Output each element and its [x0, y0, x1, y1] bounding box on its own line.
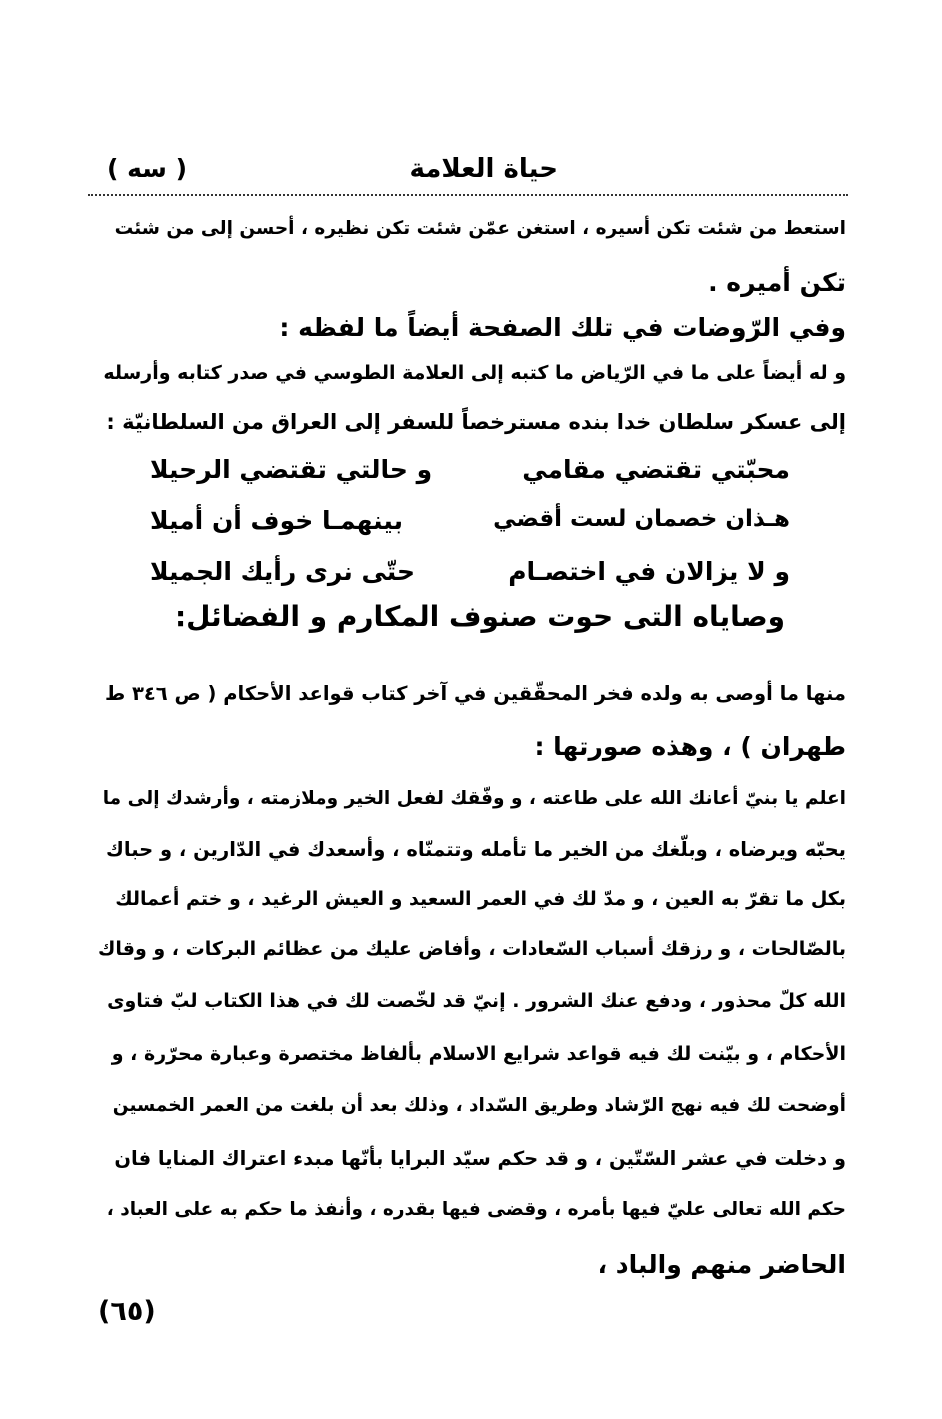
paragraph-3-line-1: منها ما أوصى به ولده فخر المحقّقين في آخر كتاب قواعد الأحكام ( ص ٣٤٦ ط: [104, 682, 846, 705]
paragraph-1-line-2: تكن أميره .: [708, 268, 846, 297]
paragraph-4-line-9: حكم الله تعالى عليّ فيها بأمره ، وقضى فيها بقدره ، وأنفذ ما حكم به على العباد ،: [106, 1199, 846, 1220]
poem-verse-2-first-hemistich: هـذان خصمان لست أقضي: [493, 506, 790, 532]
paragraph-4-line-7: أوضحت لك فيه نهج الرّشاد وطريق السّداد ، وذلك بعد أن بلغت من العمر الخمسين: [112, 1095, 846, 1116]
paragraph-4-line-10: الحاضر منهم والباد ،: [597, 1250, 846, 1279]
poem-verse-3-second-hemistich: حتّى نرى رأيك الجميلا: [150, 557, 416, 586]
paragraph-1-line-1: استعط من شئت تكن أسيره ، استغن عمّن شئت تكن نظيره ، أحسن إلى من شئت: [114, 218, 846, 239]
header-title: حياة العلامة: [409, 154, 558, 184]
poem-verse-2-second-hemistich: بينهمـا خوف أن أميلا: [150, 506, 403, 535]
paragraph-4-line-8: و دخلت في عشر السّتّين ، و قد حكم سيّد البرايا بأنّها مبدء اعتراك المنايا فان: [114, 1147, 846, 1170]
paragraph-2-line-2: إلى عسكر سلطان خدا بنده مسترخصاً للسفر إلى العراق من السلطانيّة :: [106, 410, 846, 434]
paragraph-4-line-5: الله كلّ محذور ، ودفع عنك الشرور . إنيّ قد لخّصت لك في هذا الكتاب لبّ فتاوى: [107, 990, 846, 1012]
paragraph-4-line-1: اعلم يا بنيّ أعانك الله على طاعته ، و وفّقك لفعل الخير وملازمته ، وأرشدك إلى ما: [102, 788, 846, 809]
poem-verse-1-second-hemistich: و حالتي تقتضي الرحيلا: [150, 455, 433, 484]
header-divider: [88, 194, 848, 196]
poem-verse-3-first-hemistich: و لا يزالان في اختصـام: [508, 557, 790, 586]
paragraph-4-line-6: الأحكام ، و بيّنت لك فيه قواعد شرايع الاسلام بألفاظ مختصرة وعبارة محرّرة ، و: [111, 1043, 846, 1065]
footer-page-number: (٦٥): [98, 1296, 156, 1327]
paragraph-4-line-4: بالصّالحات ، و رزقك أسباب السّعادات ، وأفاض عليك من عظائم البركات ، و وقاك: [97, 938, 846, 960]
poem-verse-2: [150, 506, 790, 550]
header-page-ref: ( سه ): [107, 154, 188, 183]
intro-line: وفي الرّوضات في تلك الصفحة أيضاً ما لفظه :: [279, 313, 846, 342]
poem-verse-1: [150, 455, 790, 499]
section-heading: وصاياه التى حوت صنوف المكارم و الفضائل:: [174, 600, 786, 633]
paragraph-2-line-1: و له أيضاً على ما في الرّياض ما كتبه إلى العلامة الطوسي في صدر كتابه وأرسله: [103, 362, 846, 384]
poem-verse-1-first-hemistich: محبّتي تقتضي مقامي: [522, 455, 790, 484]
paragraph-4-line-2: يحبّه ويرضاه ، وبلّغك من الخير ما تأمله وتتمنّاه ، وأسعدك في الدّارين ، و حباك: [106, 838, 846, 861]
paragraph-4-line-3: بكل ما تقرّ به العين ، و مدّ لك في العمر السعيد و العيش الرغيد ، و ختم أعمالك: [115, 888, 846, 910]
running-header: [95, 150, 850, 194]
paragraph-3-line-2: طهران ) ، وهذه صورتها :: [534, 732, 846, 761]
poem-verse-3: [150, 557, 790, 601]
